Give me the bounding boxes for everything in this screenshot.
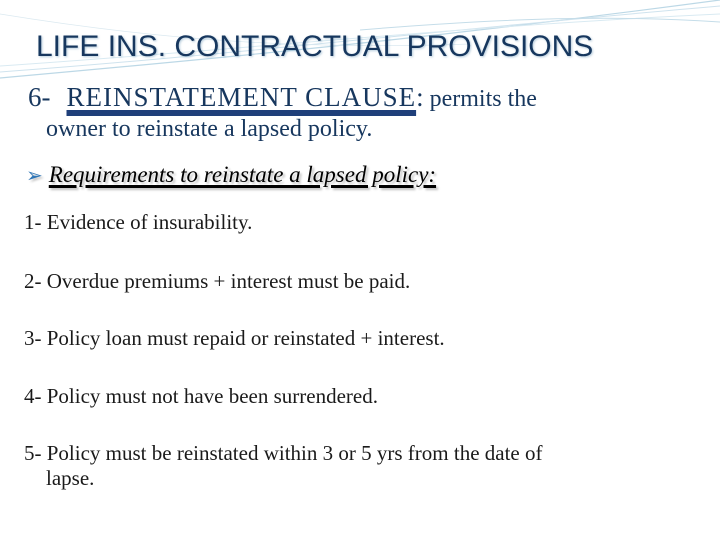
requirement-item-2: 2- Overdue premiums + interest must be paid. [24, 269, 411, 293]
slide-title: LIFE INS. CONTRACTUAL PROVISIONS [36, 30, 594, 63]
requirement-item-5 [24, 441, 688, 491]
heading-colon: : [416, 82, 424, 112]
requirement-item-4: 4- Policy must not have been surrendered. [24, 384, 378, 408]
requirements-heading-text: Requirements to reinstate a lapsed policy: [48, 162, 437, 187]
requirement-item-1: 1- Evidence of insurability. [24, 210, 253, 234]
heading-clause-name: REINSTATEMENT CLAUSE [66, 82, 417, 112]
reinstatement-heading [28, 82, 688, 144]
heading-rest: permits the [423, 86, 537, 112]
requirement-item-3: 3- Policy loan must repaid or reinstated + interest. [24, 326, 445, 350]
heading-number: 6- [28, 82, 51, 112]
requirements-heading [26, 162, 436, 188]
requirement-item-5-continuation: lapse. [46, 466, 95, 490]
heading-continuation: owner to reinstate a lapsed policy. [46, 116, 373, 142]
arrow-bullet-icon: ➢ [26, 165, 43, 187]
requirement-item-5-line1: 5- Policy must be reinstated within 3 or 5 yrs from the date of [24, 441, 543, 465]
